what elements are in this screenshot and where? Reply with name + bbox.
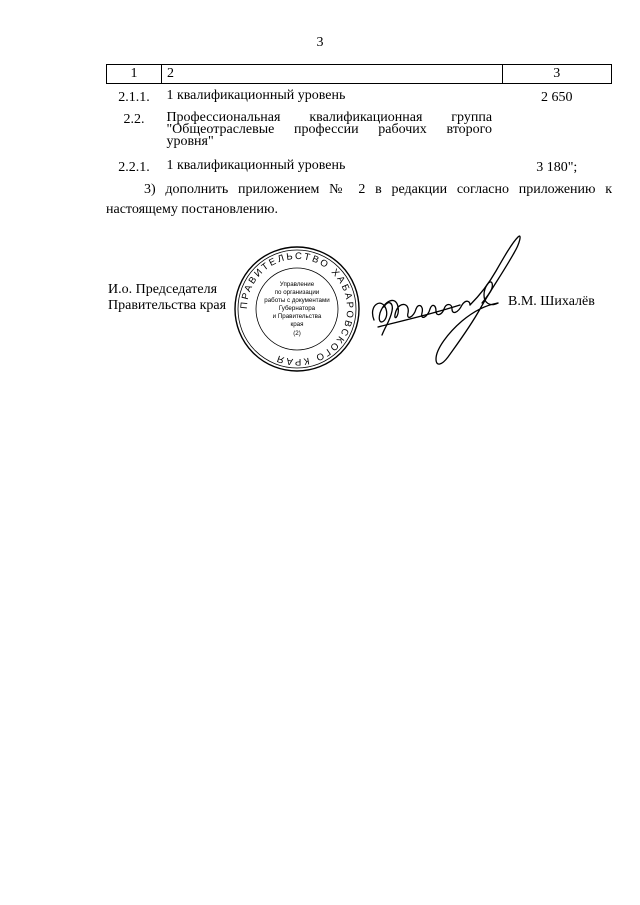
amendment-paragraph: 3) дополнить приложением № 2 в редакции согласно приложению к настоящему постановлению. [106, 182, 612, 217]
table-header-row [107, 65, 612, 84]
row-name: 1 квалификационный уровень [166, 88, 346, 103]
stamp-center-line: Губернатора [278, 305, 316, 312]
stamp-center-line: работы с документами [264, 297, 330, 304]
row-name: 1 квалификационный уровень [166, 158, 346, 173]
signatory-title-line: И.о. Председателя [108, 282, 218, 297]
row-value: 2 650 [541, 90, 573, 105]
signatory-title [108, 282, 226, 314]
table-row [107, 148, 612, 176]
page-number: 3 [316, 35, 324, 50]
row-number: 2.2.1. [118, 160, 150, 175]
handwritten-signature-icon [362, 225, 532, 375]
stamp-center-line: по организации [274, 289, 320, 296]
table-header-cell: 1 [107, 65, 162, 84]
stamp-center-line: и Правительства [272, 313, 322, 320]
row-number: 2.1.1. [118, 90, 150, 105]
table-header-cell: 2 [161, 65, 502, 84]
stamp-ring-text: ПРАВИТЕЛЬСТВО ХАБАРОВСКОГО КРАЯ [238, 250, 356, 368]
signatory-name: В.М. Шихалёв [508, 294, 595, 309]
table-row [107, 84, 612, 107]
official-stamp-icon [233, 245, 361, 373]
table-header-cell: 3 [502, 65, 611, 84]
row-name: Профессиональная квалификационная группа "Общеотраслевые профессии рабочих второго уровня" [166, 110, 493, 149]
tariff-table [106, 64, 612, 176]
stamp-center-line: (2) [293, 330, 301, 337]
row-number: 2.2. [123, 112, 145, 127]
row-value: 3 180"; [536, 160, 578, 175]
row-value [502, 106, 611, 148]
stamp-center-line: Управление [279, 281, 315, 288]
table-row [107, 106, 612, 148]
signatory-title-line: Правительства края [108, 298, 227, 313]
stamp-center-line: края [290, 321, 304, 328]
